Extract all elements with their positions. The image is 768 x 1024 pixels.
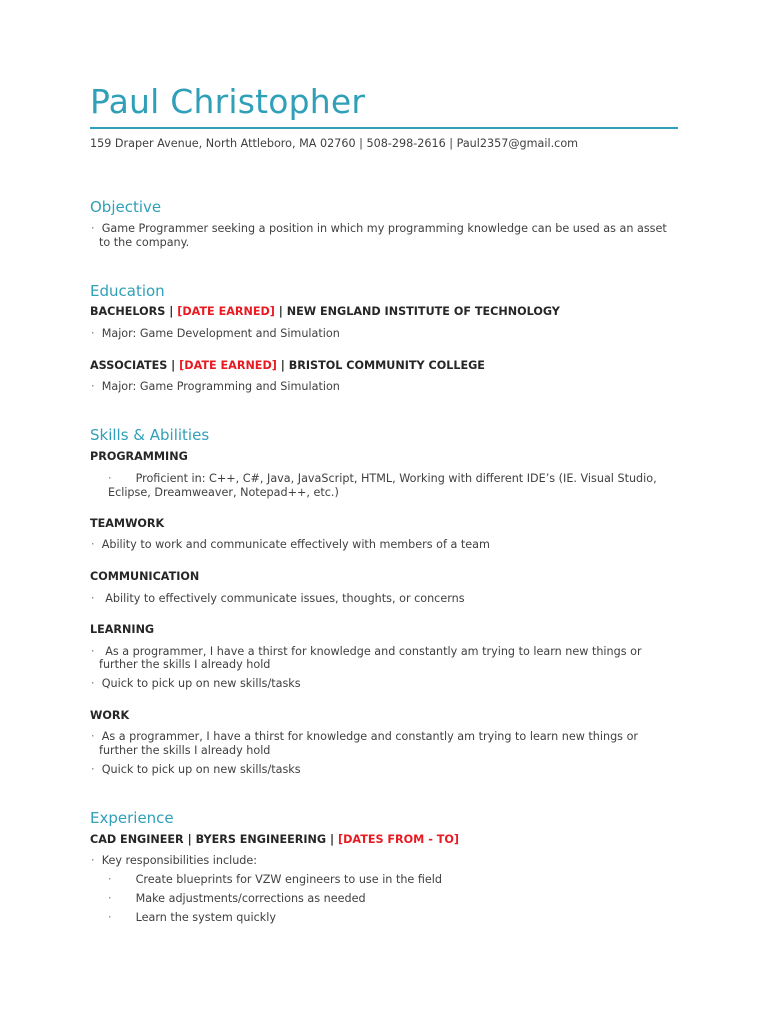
bullet-icon: ·: [91, 222, 95, 235]
experience-item: [108, 911, 276, 925]
bullet-icon: ·: [91, 327, 95, 340]
objective-line-2: to the company.: [99, 236, 190, 249]
education-entry-1-detail: [91, 327, 340, 341]
skill-communication-line-1: [91, 592, 465, 606]
job-title: CAD ENGINEER: [90, 833, 184, 846]
education-entry-2-detail: [91, 380, 340, 394]
skill-learning-line-1: [91, 645, 642, 659]
separator: |: [167, 359, 180, 372]
skill-work-text-3: Quick to pick up on new skills/tasks: [101, 763, 301, 776]
skill-learning-title: LEARNING: [90, 623, 155, 636]
experience-item: [108, 892, 366, 906]
separator: |: [165, 305, 178, 318]
education-entry-1-title: [90, 305, 560, 318]
objective-line-1: [91, 222, 667, 236]
bullet-icon: ·: [108, 472, 112, 485]
bullet-icon: ·: [91, 730, 95, 743]
experience-intro: [91, 854, 257, 868]
skill-programming-text-1: Proficient in: C++, C#, Java, JavaScript, HTML, Working with different IDE’s (IE. Visual Studio,: [135, 472, 657, 485]
skill-learning-line-2: further the skills I already hold: [99, 658, 271, 671]
skill-learning-line-3: [91, 677, 301, 691]
separator: |: [274, 305, 287, 318]
skill-learning-text-1: As a programmer, I have a thirst for knowledge and constantly am trying to learn new things or: [105, 645, 642, 658]
bullet-icon: ·: [108, 873, 112, 886]
candidate-name: Paul Christopher: [90, 82, 366, 121]
major: Major: Game Development and Simulation: [101, 327, 340, 340]
experience-item-text: Create blueprints for VZW engineers to use in the field: [135, 873, 443, 886]
skill-learning-text-3: Quick to pick up on new skills/tasks: [101, 677, 301, 690]
skill-programming-line-1: [108, 472, 657, 486]
experience-heading: Experience: [90, 809, 174, 827]
skill-communication-text: Ability to effectively communicate issues, thoughts, or concerns: [105, 592, 465, 605]
bullet-icon: ·: [108, 911, 112, 924]
skill-teamwork-title: TEAMWORK: [90, 517, 165, 530]
bullet-icon: ·: [91, 645, 95, 658]
bullet-icon: ·: [91, 677, 95, 690]
experience-intro-text: Key responsibilities include:: [101, 854, 258, 867]
dates-range: [DATES FROM - TO]: [338, 833, 460, 846]
degree: BACHELORS: [90, 305, 166, 318]
school: BRISTOL COMMUNITY COLLEGE: [288, 359, 485, 372]
education-heading: Education: [90, 282, 165, 300]
bullet-icon: ·: [91, 763, 95, 776]
skill-work-line-3: [91, 763, 301, 777]
experience-item-text: Make adjustments/corrections as needed: [135, 892, 366, 905]
date-earned: [DATE EARNED]: [177, 305, 275, 318]
header-divider: [90, 127, 678, 129]
objective-text-1: Game Programmer seeking a position in which my programming knowledge can be used as an asset: [101, 222, 667, 235]
major: Major: Game Programming and Simulation: [101, 380, 340, 393]
school: NEW ENGLAND INSTITUTE OF TECHNOLOGY: [286, 305, 560, 318]
experience-item: [108, 873, 442, 887]
degree: ASSOCIATES: [90, 359, 168, 372]
experience-entry-title: [90, 833, 459, 846]
objective-heading: Objective: [90, 198, 162, 216]
skills-heading: Skills & Abilities: [90, 426, 210, 444]
company: BYERS ENGINEERING: [195, 833, 327, 846]
skill-work-line-2: further the skills I already hold: [99, 744, 271, 757]
separator: |: [326, 833, 338, 846]
skill-communication-title: COMMUNICATION: [90, 570, 200, 583]
bullet-icon: ·: [108, 892, 112, 905]
bullet-icon: ·: [91, 538, 95, 551]
skill-work-text-1: As a programmer, I have a thirst for knowledge and constantly am trying to learn new things or: [101, 730, 639, 743]
skill-work-line-1: [91, 730, 638, 744]
bullet-icon: ·: [91, 592, 95, 605]
skill-teamwork-text: Ability to work and communicate effectively with members of a team: [101, 538, 490, 551]
skill-work-title: WORK: [90, 709, 130, 722]
skill-programming-title: PROGRAMMING: [90, 450, 188, 463]
date-earned: [DATE EARNED]: [179, 359, 277, 372]
experience-item-text: Learn the system quickly: [135, 911, 276, 924]
separator: |: [276, 359, 289, 372]
bullet-icon: ·: [91, 380, 95, 393]
skill-programming-line-2: Eclipse, Dreamweaver, Notepad++, etc.): [108, 486, 339, 499]
education-entry-2-title: [90, 359, 485, 372]
separator: |: [183, 833, 196, 846]
bullet-icon: ·: [91, 854, 95, 867]
skill-teamwork-line-1: [91, 538, 490, 552]
contact-info: 159 Draper Avenue, North Attleboro, MA 02760 | 508-298-2616 | Paul2357@gmail.com: [90, 137, 579, 150]
